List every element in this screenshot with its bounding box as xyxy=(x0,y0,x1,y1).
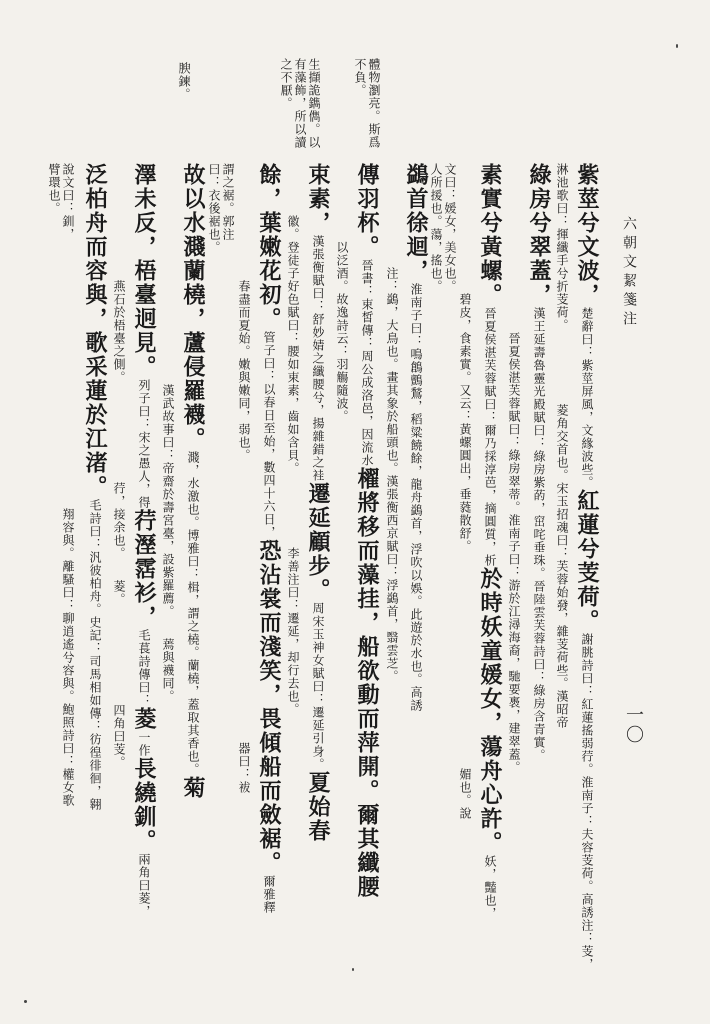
inline-annotation: 妖，豔也， xyxy=(483,855,497,920)
text-column xyxy=(356,163,378,899)
margin-comment: 不負。 xyxy=(353,58,367,97)
margin-comment: 體物瀏亮。斯爲 xyxy=(367,58,381,149)
text-column xyxy=(307,163,329,843)
book-title: 六朝文絜箋注 xyxy=(621,216,637,330)
inline-annotation: 楚辭曰：紫莖屏風，文緣波些。 xyxy=(580,307,594,489)
inline-annotation: 謝朓詩曰：紅蓮搖弱荇。淮南子：夫容芰荷。高誘注：芰， xyxy=(580,633,594,971)
text-column xyxy=(258,163,280,914)
text-column xyxy=(405,163,427,712)
main-text: 泛柏舟而容與，歌采蓮於江渚。 xyxy=(82,163,108,499)
scan-mark xyxy=(24,1000,27,1003)
main-text: 綠房兮翠蓋， xyxy=(526,163,552,307)
inline-annotation: 周宋玉神女賦曰：遷延引身。 xyxy=(311,602,325,771)
main-text: 菱 xyxy=(131,707,157,731)
annotation-column: 徽。登徒子好色賦曰：腰如束素，齒如含貝。 李善注曰：遷延，却行去也。 xyxy=(286,163,300,716)
inline-annotation: 爾雅釋 xyxy=(262,875,276,914)
inline-annotation: 漢張衡賦曰：舒妙婧之纖腰兮，揚雜錯之袿 xyxy=(311,235,325,482)
inline-annotation: 管子曰：以春日至始，數四十六日， xyxy=(262,331,276,539)
inline-annotation: 毛詩曰：汎彼柏舟。史記：司馬相如傳：彷徨徘徊，翱 xyxy=(88,499,102,811)
main-text: 鷁首徐迴， xyxy=(403,163,429,283)
text-column xyxy=(576,163,598,971)
inline-annotation: 淮南子曰：鳴鶬鸇鶖，稻粱饒餘，龍舟鷁首，浮吹以娛。此遊於水也。高誘 xyxy=(409,283,423,712)
main-text: 長繞釧。 xyxy=(131,757,157,853)
inline-annotation: 毛萇詩傳曰： xyxy=(137,629,151,707)
main-text: 紫莖兮文波， xyxy=(574,163,600,307)
margin-comment: 之不厭。 xyxy=(279,58,293,110)
text-column xyxy=(84,163,106,811)
annotation-column: 淋池歌曰：揮纖手兮折芰荷。 菱角交首也。宋玉招魂曰：芙蓉始發，雜芰荷些。漢昭帝 xyxy=(555,163,569,729)
inline-annotation: 兩角曰菱， xyxy=(137,853,151,918)
inline-annotation: 一作 xyxy=(137,731,151,757)
annotation-column: 曰：衣後裾也。 xyxy=(207,163,221,254)
text-column xyxy=(479,163,501,920)
margin-comment: 生擷詭鐫儁。以 xyxy=(307,58,321,149)
main-text: 荇溼霑衫， xyxy=(131,509,157,629)
main-text: 菊 xyxy=(180,776,206,800)
main-text: 素實兮黃螺。 xyxy=(477,163,503,307)
annotation-column: 人所援也。蕩，搖也。 xyxy=(429,163,443,293)
annotation-column: 注：鷁，大鳥也。畫其象於船頭也。漢張衡西京賦曰：浮鷁首，翳雲芝。 xyxy=(385,163,399,683)
inline-annotation: 晉夏侯湛芙蓉賦曰：爾乃採淳芭，摘圓質，析 xyxy=(483,307,497,567)
main-text: 澤未反，梧臺迥見。 xyxy=(131,163,157,379)
inline-annotation: 列子曰：宋之愚人，得 xyxy=(137,379,151,509)
main-text: 束素， xyxy=(305,163,331,235)
annotation-column: 文曰：媛女，美女也。 xyxy=(443,163,457,293)
text-column xyxy=(133,163,155,918)
annotation-column: 碧皮，食素實。又云：黃螺圓出，垂蕤散舒。 媚也。說 xyxy=(458,163,472,820)
main-text: 夏始春 xyxy=(305,771,331,843)
main-text: 遷延顧步。 xyxy=(305,482,331,602)
annotation-column: 謂之裾。郭注 xyxy=(221,163,235,241)
page-number: 一〇 xyxy=(623,705,644,745)
text-column xyxy=(182,163,204,800)
main-text: 於時妖童媛女，蕩舟心許。 xyxy=(477,567,503,855)
main-text: 恐沾裳而淺笑，畏傾船而斂裾。 xyxy=(256,539,282,875)
text-column xyxy=(528,163,550,762)
annotation-column: 說文曰：釧， 翔容與。離騷曰：聊逍遙兮容與。鮑照詩曰：權女歌 xyxy=(61,163,75,807)
annotation-column: 春盡而夏始。嫩與嫩同，弱也。 器曰：袚 xyxy=(237,163,251,794)
scan-mark xyxy=(676,44,678,48)
margin-comment: 有藻飾，所以讀 xyxy=(293,58,307,149)
inline-annotation: 晉書：束皙傳：周公成洛邑，因流水 xyxy=(360,259,374,467)
margin-comment: 腴鍊。 xyxy=(177,62,191,101)
scan-mark xyxy=(352,968,354,971)
annotation-column: 燕石於梧臺之側。 荇，接余也。 菱。 四角曰芰。 xyxy=(112,163,126,769)
inline-annotation: 漢王延壽魯靈光殿賦曰：綠房紫菂，窋咤垂珠。晉陸雲芙蓉詩曰：綠房含青實。 xyxy=(532,307,546,762)
main-text: 傳羽杯。 xyxy=(354,163,380,259)
main-text: 餘，葉嫩花初。 xyxy=(256,163,282,331)
annotation-column: 臂環也。 xyxy=(47,163,61,215)
main-text: 櫂將移而藻挂，船欲動而萍開。爾其纖腰 xyxy=(354,467,380,899)
annotation-column: 以泛酒。故逸詩云：羽觴隨波。 xyxy=(335,163,349,423)
main-text: 故以水濺蘭橈，蘆侵羅襪。 xyxy=(180,163,206,451)
main-text: 紅蓮兮芰荷。 xyxy=(574,489,600,633)
annotation-column: 晉夏侯湛芙蓉賦曰：綠房翠蒂。淮南子曰：游於江潯海裔，馳要褭，建翠蓋。 xyxy=(507,163,521,774)
annotation-column: 漢武故事曰：帝齋於壽宮臺，設紫羅薦。 蔫與襪同。 xyxy=(161,163,175,703)
inline-annotation: 濺，水激也。博雅曰：楫，謂之橈。蘭橈，蓋取其香也。 xyxy=(186,451,200,776)
